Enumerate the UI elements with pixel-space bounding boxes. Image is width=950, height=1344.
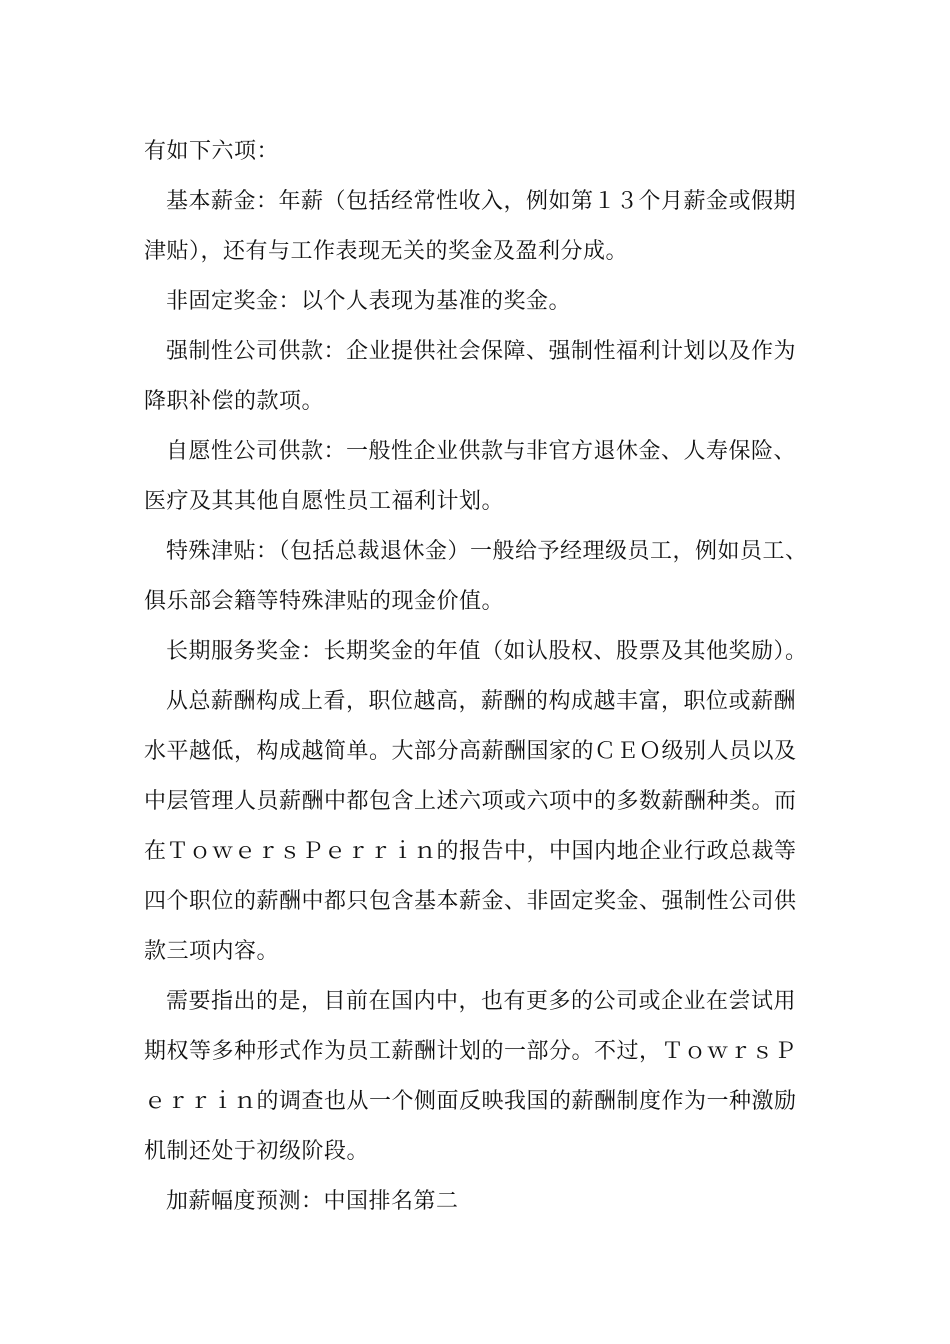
- paragraph-stock-options: 需要指出的是，目前在国内中，也有更多的公司或企业在尝试用: [166, 989, 797, 1014]
- paragraph-mandatory-contribution: 强制性公司供款：企业提供社会保障、强制性福利计划以及作为: [166, 339, 797, 364]
- text-line: 款三项内容。: [144, 939, 280, 964]
- text-line: 医疗及其其他自愿性员工福利计划。: [144, 489, 505, 514]
- text-line: 俱乐部会籍等特殊津贴的现金价值。: [144, 589, 505, 614]
- section-heading: 加薪幅度预测：中国排名第二: [166, 1189, 459, 1214]
- paragraph-compensation-structure: 从总薪酬构成上看，职位越高，薪酬的构成越丰富，职位或薪酬: [166, 689, 797, 714]
- text-line: 期权等多种形式作为员工薪酬计划的一部分。不过，ＴｏｗｒｓＰ: [144, 1039, 797, 1064]
- text-line: 水平越低，构成越简单。大部分高薪酬国家的ＣＥＯ级别人员以及: [144, 739, 797, 764]
- paragraph-special-allowance: 特殊津贴：（包括总裁退休金）一般给予经理级员工，例如员工、: [166, 539, 808, 564]
- text-line: 中层管理人员薪酬中都包含上述六项或六项中的多数薪酬种类。而: [144, 789, 797, 814]
- text-line: 有如下六项：: [144, 139, 280, 164]
- text-line: 四个职位的薪酬中都只包含基本薪金、非固定奖金、强制性公司供: [144, 889, 797, 914]
- paragraph-voluntary-contribution: 自愿性公司供款：一般性企业供款与非官方退休金、人寿保险、: [166, 439, 797, 464]
- text-line: ｅｒｒｉｎ的调查也从一个侧面反映我国的薪酬制度作为一种激励: [144, 1089, 797, 1114]
- text-line: 降职补偿的款项。: [144, 389, 325, 414]
- text-line: 在ＴｏｗｅｒｓＰｅｒｒｉｎ的报告中，中国内地企业行政总裁等: [144, 839, 797, 864]
- paragraph-basic-salary: 基本薪金：年薪（包括经常性收入，例如第１３个月薪金或假期: [166, 189, 797, 214]
- text-line: 机制还处于初级阶段。: [144, 1139, 370, 1164]
- text-line: 津贴），还有与工作表现无关的奖金及盈利分成。: [144, 239, 629, 264]
- paragraph-long-term-bonus: 长期服务奖金：长期奖金的年值（如认股权、股票及其他奖励）。: [166, 639, 808, 664]
- paragraph-variable-bonus: 非固定奖金：以个人表现为基准的奖金。: [166, 289, 572, 314]
